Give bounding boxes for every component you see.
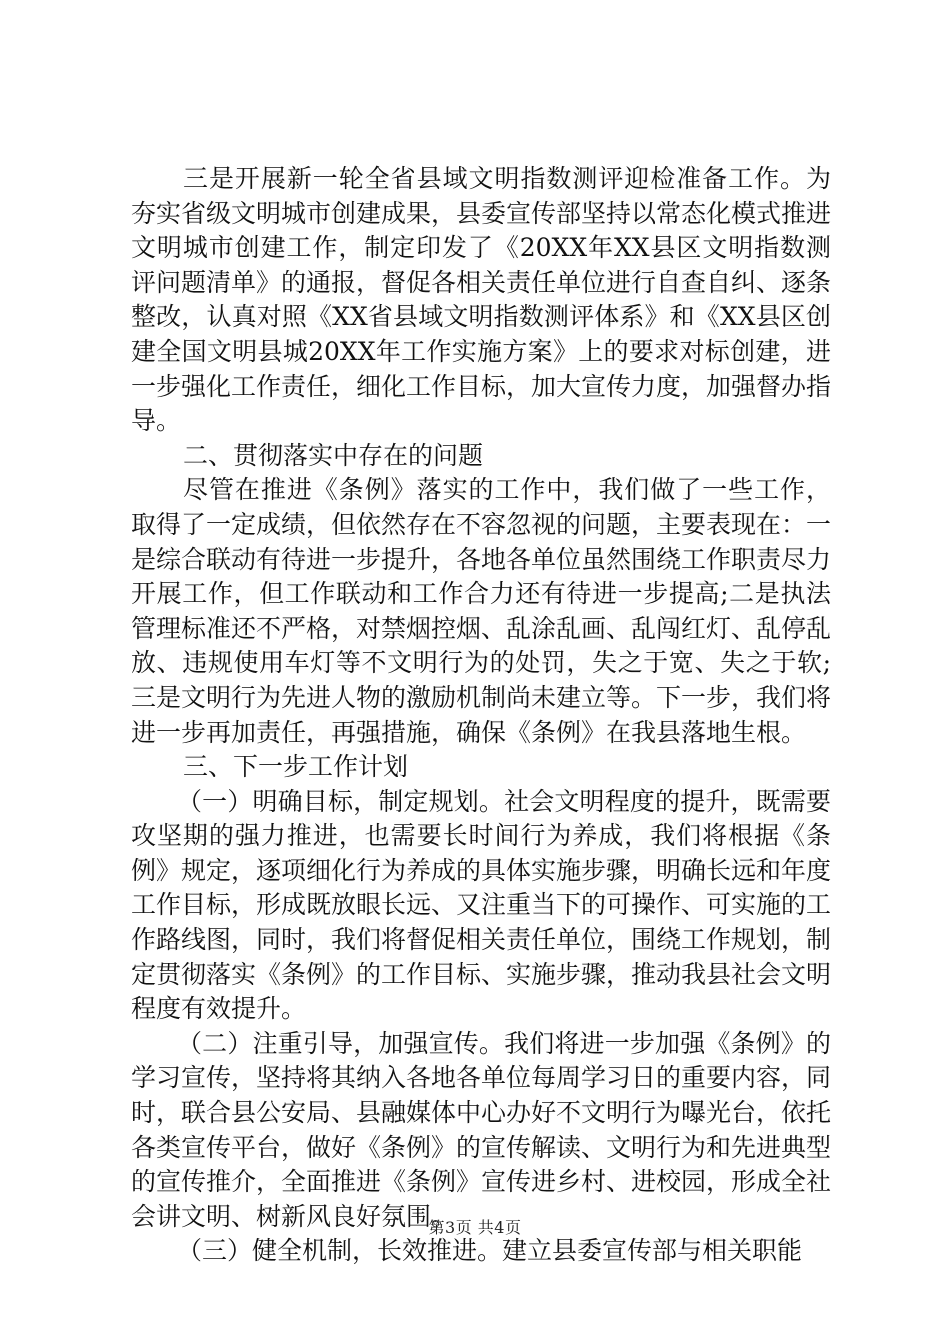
section-heading-problems: 二、贯彻落实中存在的问题 — [183, 440, 484, 470]
section-heading-next-plan: 三、下一步工作计划 — [183, 752, 409, 782]
paragraph-plan-3: （三）健全机制，长效推进。建立县委宣传部与相关职能 — [177, 1236, 803, 1266]
paragraph-third-point: 三是开展新一轮全省县域文明指数测评迎检准备工作。为夯实省级文明城市创建成果，县委宣传部坚持以常态化模式推进文明城市创建工作，制定印发了《20XX年XX县区文明指数测评问题清单》的通报，督促各相关责任单位进行自查自纠、逐条整改，认真对照《XX省县域文明指数测评体系》和《XX县区创建全国文明县城20XX年工作实施方案》上的要求对标创建，进一步强化工作责任，细化工作目标，加大宣传力度，加强督办指导。 — [131, 164, 832, 436]
paragraph-plan-2: （二）注重引导，加强宣传。我们将进一步加强《条例》的学习宣传，坚持将其纳入各地各单位每周学习日的重要内容，同时，联合县公安局、县融媒体中心办好不文明行为曝光台，依托各类宣传平台，做好《条例》的宣传解读、文明行为和先进典型的宣传推介，全面推进《条例》宣传进乡村、进校园，形成全社会讲文明、树新风良好氛围。 — [131, 1028, 832, 1231]
paragraph-problems: 尽管在推进《条例》落实的工作中，我们做了一些工作，取得了一定成绩，但依然存在不容忽视的问题，主要表现在：一是综合联动有待进一步提升，各地各单位虽然围绕工作职责尽力开展工作，但工作联动和工作合力还有待进一步提高;二是执法管理标准还不严格，对禁烟控烟、乱涂乱画、乱闯红灯、乱停乱放、违规使用车灯等不文明行为的处罚，失之于宽、失之于软;三是文明行为先进人物的激励机制尚未建立等。下一步，我们将进一步再加责任，再强措施，确保《条例》在我县落地生根。 — [131, 475, 832, 747]
paragraph-plan-1: （一）明确目标，制定规划。社会文明程度的提升，既需要攻坚期的强力推进，也需要长时间行为养成，我们将根据《条例》规定，逐项细化行为养成的具体实施步骤，明确长远和年度工作目标，形成既放眼长远、又注重当下的可操作、可实施的工作路线图，同时，我们将督促相关责任单位，围绕工作规划，制定贯彻落实《条例》的工作目标、实施步骤，推动我县社会文明程度有效提升。 — [131, 786, 832, 1024]
page-number-footer: 第3页 共4页 — [428, 1218, 522, 1237]
document-body — [131, 162, 831, 1269]
